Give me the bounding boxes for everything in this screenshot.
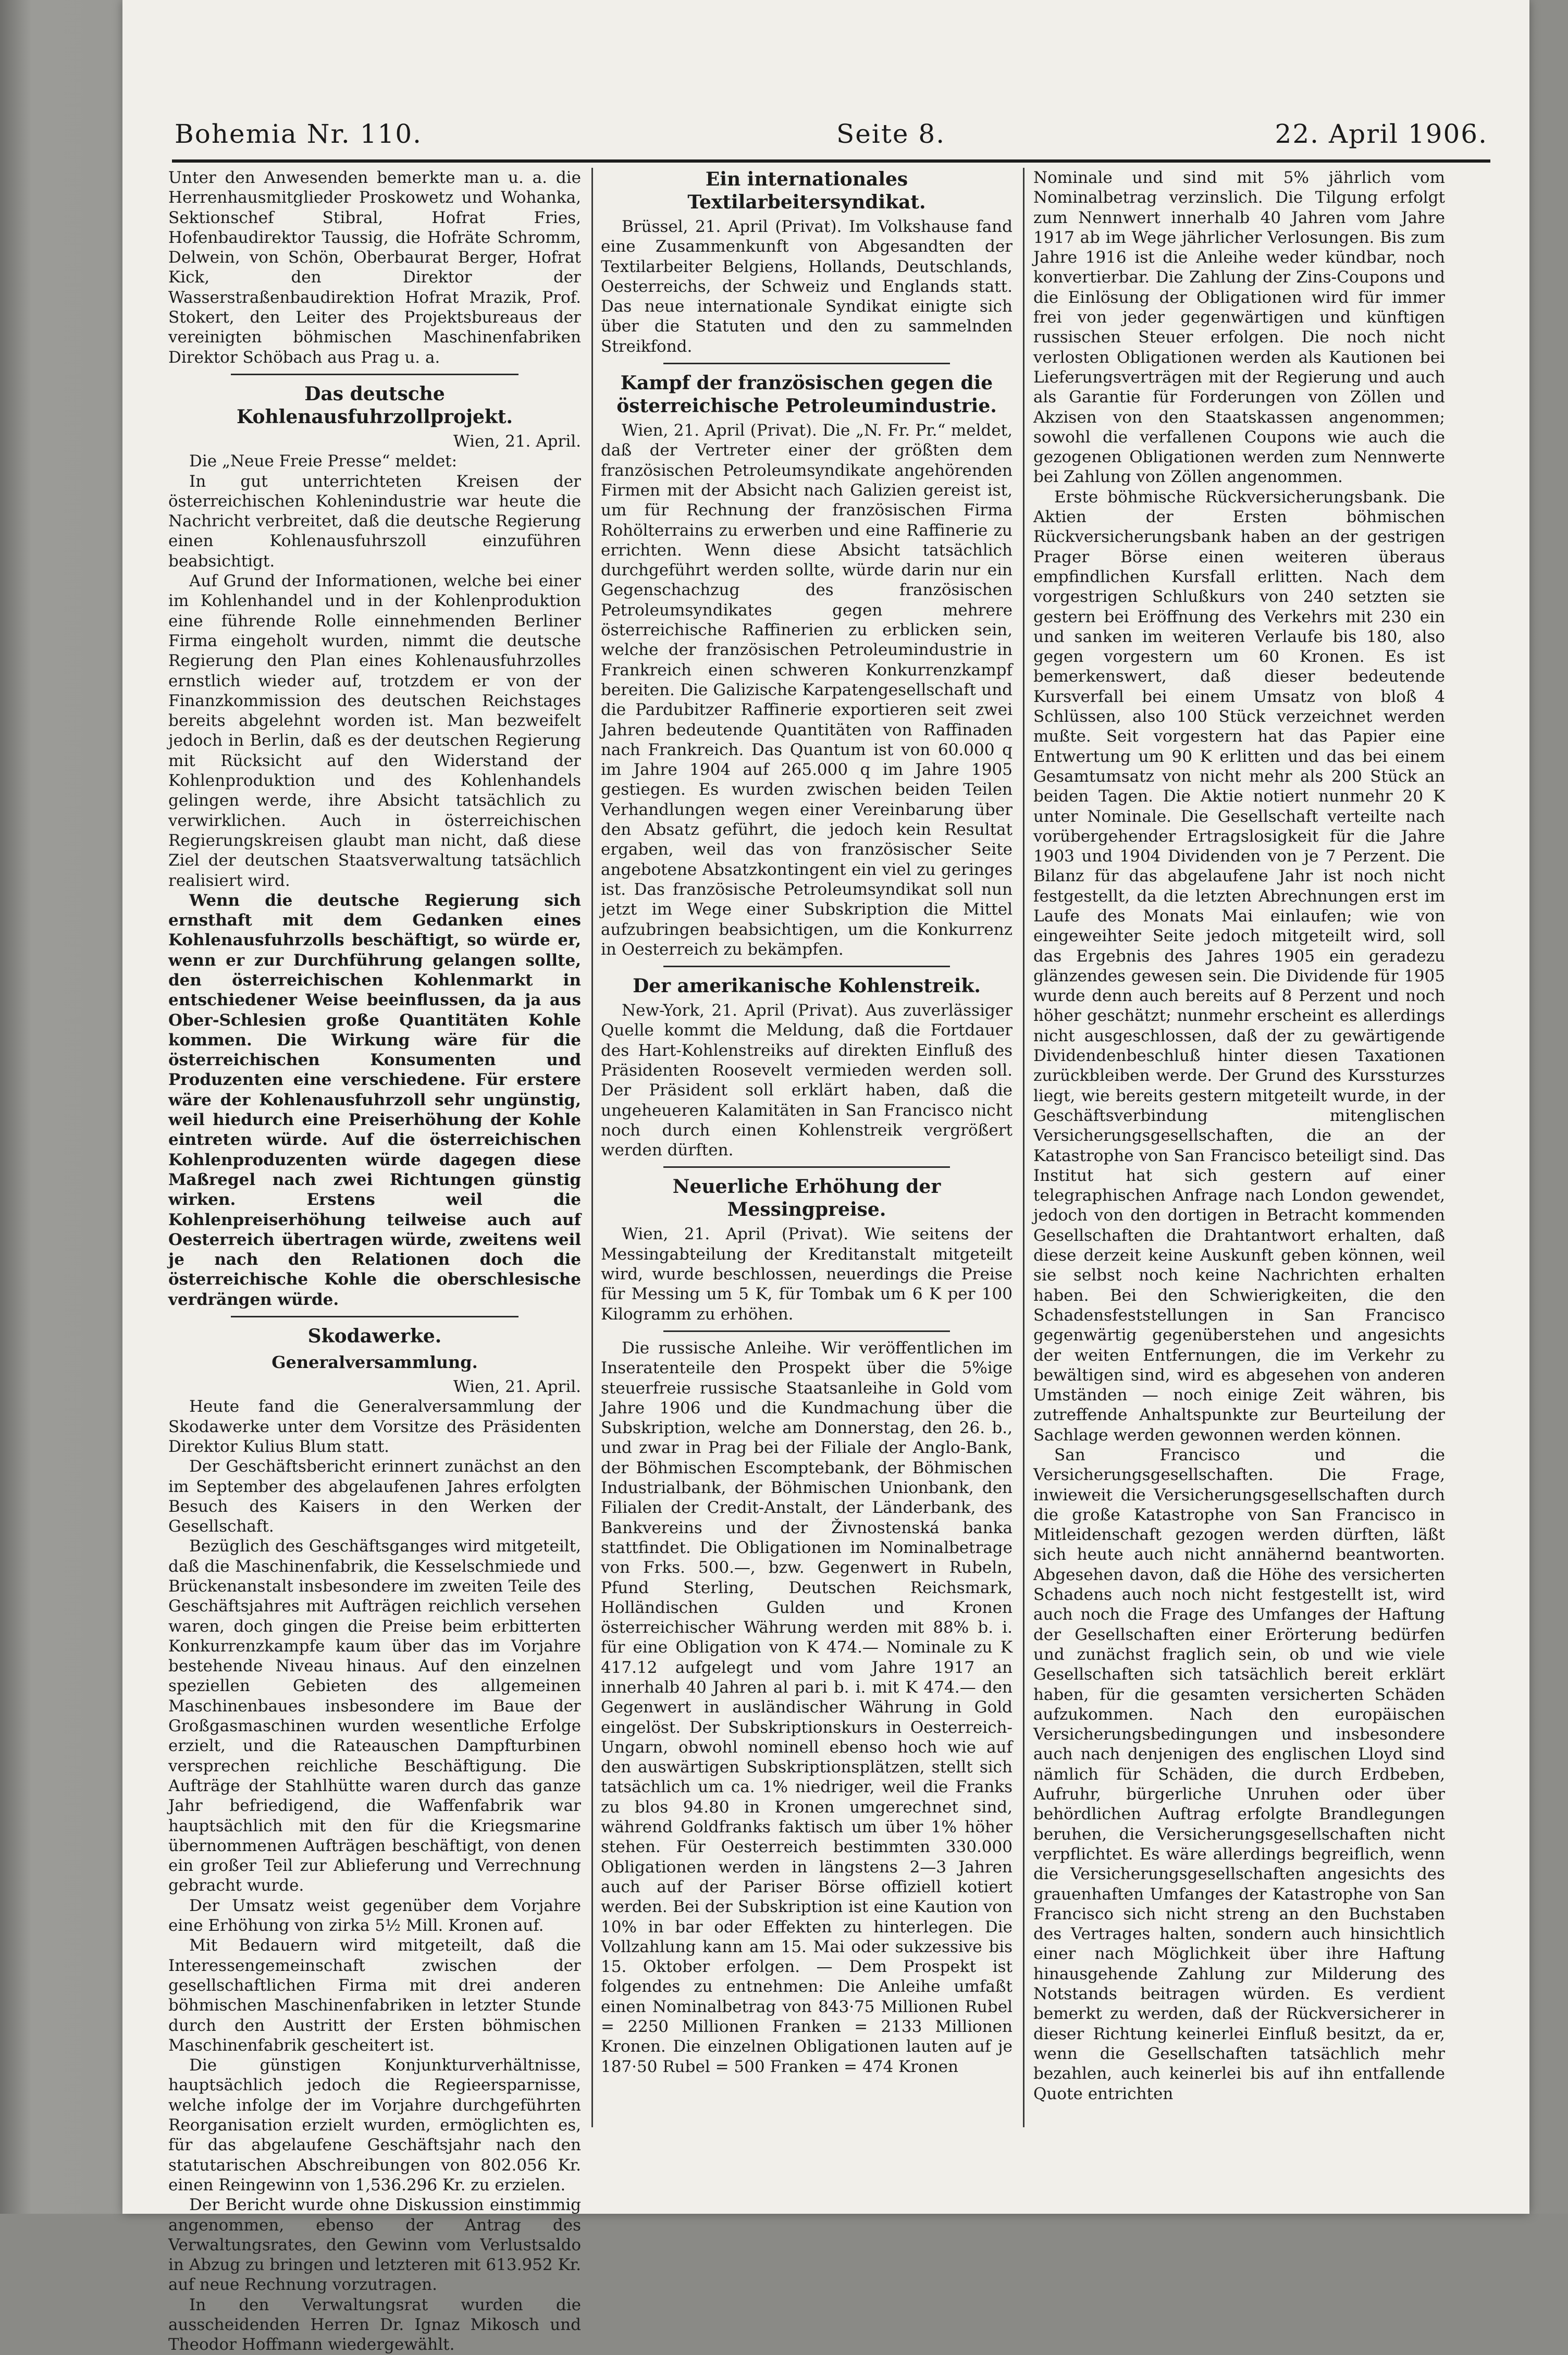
masthead bbox=[175, 119, 1488, 155]
article-paragraph: Der Umsatz weist gegenüber dem Vorjahre eine Erhöhung von zirka 5½ Mill. Kronen auf. bbox=[168, 1896, 581, 1935]
article-paragraph: Bezüglich des Geschäftsganges wird mitgeteilt, daß die Maschinenfabrik, die Kesselschmiede und Brückenanstalt insbesondere im zweiten Teile des Geschäftsjahres mit Aufträgen reichlich versehen waren, doch gingen die Preise beim erbitterten Konkurrenzkampfe kaum über das im Vorjahre bestehende Niveau hinaus. Auf den einzelnen speziellen Gebieten des allgemeinen Maschinenbaues insbesondere im Baue der Großgasmaschinen wurden wesentliche Erfolge erzielt, und die Rateauschen Dampfturbinen versprechen reichliche Beschäftigung. Die Aufträge der Stahlhütte waren durch das ganze Jahr befriedigend, die Waffenfabrik war hauptsächlich mit den für die Kriegsmarine übernommenen Aufträgen beschäftigt, von denen ein großer Teil zur Ablieferung und Verrechnung gebracht wurde. bbox=[168, 1537, 581, 1895]
article-paragraph: Mit Bedauern wird mitgeteilt, daß die Interessengemeinschaft zwischen der gesellschaftlichen Firma mit drei anderen böhmischen Maschinenfabriken in letzter Stunde durch den Austritt der Ersten böhmischen Maschinenfabrik gescheitert ist. bbox=[168, 1936, 581, 2055]
article-title: Neuerliche Erhöhung der Messingpreise. bbox=[672, 1176, 941, 1221]
article-dateline: Wien, 21. April. bbox=[453, 1377, 581, 1397]
article-paragraph: Wien, 21. April (Privat). Die „N. Fr. Pr.“ meldet, daß der Vertreter einer der größten dem französischen Petroleumsyndikate angehörenden Firmen mit der Absicht nach Galizien gereist ist, um für Rechnung der französischen Firma Rohölterrains zu erwerben und eine Raffinerie zu errichten. Wenn diese Absicht tatsächlich durchgeführt werden sollte, würde darin nur ein Gegenschachzug des französischen Petroleumsyndikates gegen mehrere österreichische Raffinerien zu erblicken sein, welche der französischen Petroleumindustrie in Frankreich einen schweren Konkurrenzkampf bereiten. Die Galizische Karpatengesellschaft und die Pardubitzer Raffinerie exportieren seit zwei Jahren bedeutende Quantitäten von Raffinaden nach Frankreich. Das Quantum ist von 60.000 q im Jahre 1904 auf 265.000 q im Jahre 1905 gestiegen. Es wurden zwischen beiden Teilen Verhandlungen wegen einer Vereinbarung über den Absatz geführt, die jedoch kein Resultat ergaben, weil das von französischer Seite angebotene Absatzkontingent ein viel zu geringes ist. Das französische Petroleumsyndikat soll nun jetzt im Wege einer Subskription die Mittel aufzubringen beabsichtigen, um die Konkurrenz in Oesterreich zu bekämpfen. bbox=[601, 421, 1013, 959]
article-separator bbox=[663, 363, 950, 364]
article-paragraph: Die günstigen Konjunkturverhältnisse, hauptsächlich jedoch die Regieersparnisse, welche infolge der im Vorjahre durchgeführten Reorganisation erzielt wurden, ermöglichten es, für das abgelaufene Geschäftsjahr nach den statutarischen Abschreibungen von 802.056 Kr. einen Reingewinn von 1,536.296 Kr. zu erzielen. bbox=[168, 2056, 581, 2194]
article-paragraph: New-York, 21. April (Privat). Aus zuverlässiger Quelle kommt die Meldung, daß die Fortdauer des Hart-Kohlenstreiks auf direkten Einfluß des Präsidenten Roosevelt vermieden werden soll. Der Präsident soll erklärt haben, daß die ungeheueren Kalamitäten in San Francisco nicht noch durch einen Kohlenstreik vergrößert werden dürften. bbox=[601, 1001, 1013, 1160]
column-1 bbox=[168, 168, 581, 2354]
newspaper-page bbox=[122, 0, 1529, 2354]
article-continuation: Unter den Anwesenden bemerkte man u. a. die Herrenhausmitglieder Proskowetz und Wohanka, Sektionschef Stibral, Hofrat Fries, Hofenbaudirektor Taussig, die Hofräte Schromm, Delwein, von Schön, Oberbaurat Berger, Hofrat Kick, den Direktor der Wasserstraßenbaudirektion Hofrat Mrazik, Prof. Stokert, den Leiter des Projektsbureaus der vereinigten böhmischen Maschinenfabriken Direktor Schöbach aus Prag u. a. bbox=[168, 168, 581, 367]
page-number: Seite 8. bbox=[836, 119, 946, 149]
article-dateline: Wien, 21. April. bbox=[453, 431, 581, 451]
paper-name: Bohemia Nr. 110. bbox=[175, 119, 423, 149]
article-paragraph: Erste böhmische Rückversicherungsbank. Die Aktien der Ersten böhmischen Rückversicherungsbank haben an der gestrigen Prager Börse einen weiteren überaus empfindlichen Kursfall erlitten. Nach dem vorgestrigen Schlußkurs von 240 setzten sie gestern bei Eröffnung des Verkehrs mit 230 ein und sanken im weiteren Verlaufe bis 180, also gegen vorgestern um 60 Kronen. Es ist bemerkenswert, daß dieser bedeutende Kursverfall bei einem Umsatz von bloß 4 Schlüssen, also 100 Stück verzeichnet werden mußte. Seit vorgestern hat das Papier eine Entwertung um 90 K erlitten und das bei einem Gesamtumsatz von nicht mehr als 200 Stück an beiden Tagen. Die Aktie notiert nunmehr 20 K unter Nominale. Die Gesellschaft verteilte nach vorübergehender Ertragslosigkeit für die Jahre 1903 und 1904 Dividenden von je 7 Perzent. Die Bilanz für das abgelaufene Jahr ist noch nicht festgestellt, da die letzten Abrechnungen erst im Laufe des Monats Mai einlaufen; wie von eingeweihter Seite jedoch mitgeteilt wird, soll das Ergebnis des Jahres 1905 ein geradezu glänzendes gewesen sein. Die Dividende für 1905 wurde denn auch bereits auf 8 Perzent und noch höher geschätzt; nunmehr erscheint es allerdings nicht ausgeschlossen, daß der zu gewärtigende Dividendenbeschluß hinter diesen Taxationen zurückbleiben werde. Der Grund des Kurssturzes liegt, wie bereits gestern mitgeteilt wurde, in der Geschäftsverbindung mitenglischen Versicherungsgesellschaften, die an der Katastrophe von San Francisco beteiligt sind. Das Institut hat sich gestern auf einer telegraphischen Anfrage nach London gewendet, jedoch von den dortigen in Betracht kommenden Gesellschaften die Drahtantwort erhalten, daß diese derzeit keine Auskunft geben können, weil sie selbst noch keine Nachrichten erhalten haben. Bei den Schwierigkeiten, die den Schadensfeststellungen in San Francisco gegenwärtig gegenüberstehen und angesichts der weiten Entfernungen, die im Verkehr zu bewältigen sind, wird es abgesehen von anderen Umständen — noch einige Zeit währen, bis zutreffende Anhaltspunkte zur Beurteilung der Sachlage werden gewonnen werden können. bbox=[1033, 487, 1445, 1445]
article-paragraph: Brüssel, 21. April (Privat). Im Volkshause fand eine Zusammenkunft von Abgesandten der Textilarbeiter Belgiens, Hollands, Deutschlands, Oesterreichs, der Schweiz und Englands statt. Das neue internationale Syndikat einigte sich über die Statuten und den zu sammelnden Streikfond. bbox=[601, 217, 1013, 356]
column-divider bbox=[1023, 168, 1024, 2127]
article-paragraph: Der Bericht wurde ohne Diskussion einstimmig angenommen, ebenso der Antrag des Verwaltungsrates, den Gewinn vom Verlustsaldo in Abzug zu bringen und letzteren mit 613.952 Kr. auf neue Rechnung vorzutragen. bbox=[168, 2196, 581, 2295]
column-divider bbox=[591, 168, 593, 2127]
article-separator bbox=[231, 374, 518, 375]
article-separator bbox=[663, 1330, 950, 1332]
article-paragraph: Wien, 21. April (Privat). Wie seitens der Messingabteilung der Kreditanstalt mitgeteilt wird, wurde beschlossen, neuerdings die Preise für Messing um 5 K, für Tombak um 6 K per 100 Kilogramm zu erhöhen. bbox=[601, 1225, 1013, 1324]
column-2 bbox=[601, 168, 1013, 2148]
article-paragraph: Heute fand die Generalversammlung der Skodawerke unter dem Vorsitze des Präsidenten Direktor Kulius Blum statt. bbox=[168, 1397, 581, 1456]
article-title: Kampf der französischen gegen die österreichische Petroleumindustrie. bbox=[616, 372, 997, 417]
article-paragraph: Auf Grund der Informationen, welche bei einer im Kohlenhandel und in der Kohlenproduktion eine führende Rolle einnehmenden Berliner Firma eingeholt wurden, nimmt die deutsche Regierung den Plan eines Kohlenausfuhrzolles ernstlich wieder auf, trotzdem er von der Finanzkommission des deutschen Reichstages bereits abgelehnt worden ist. Man bezweifelt jedoch in Berlin, daß es der deutschen Regierung mit Rücksicht auf den Widerstand der Kohlenproduktion und des Kohlenhandels gelingen werde, ihre Absicht tatsächlich zu verwirklichen. Auch in österreichischen Regierungskreisen glaubt man nicht, daß diese Ziel der deutschen Staatsverwaltung tatsächlich realisiert wird. bbox=[168, 572, 581, 890]
article-paragraph: Die russische Anleihe. Wir veröffentlichen im Inseratenteile den Prospekt über die 5%ige steuerfreie russische Staatsanleihe in Gold vom Jahre 1906 und die Kundmachung über die Subskription, welche am Donnerstag, den 26. b., und zwar in Prag bei der Filiale der Anglo-Bank, der Böhmischen Escomptebank, der Böhmischen Industrialbank, der Böhmischen Unionbank, den Filialen der Credit-Anstalt, der Länderbank, des Bankvereins und der Živnostenská banka stattfindet. Die Obligationen im Nominalbetrage von Frks. 500.—, bzw. Gegenwert in Rubeln, Pfund Sterling, Deutschen Reichsmark, Holländischen Gulden und Kronen österreichischer Währung werden mit 88% b. i. für eine Obligation von K 474.— Nominale zu K 417.12 aufgelegt und vom Jahre 1917 an innerhalb 40 Jahren al pari b. i. mit K 474.— den Gegenwert in ausländischer Währung in Gold eingelöst. Der Subskriptionskurs in Oesterreich-Ungarn, obwohl nominell ebenso hoch wie auf den auswärtigen Subskriptionsplätzen, stellt sich tatsächlich um ca. 1% niedriger, weil die Franks zu blos 94.80 in Kronen umgerechnet sind, während Goldfranks faktisch um über 1% höher stehen. Für Oesterreich bestimmten 330.000 Obligationen werden in längstens 2—3 Jahren auch auf der Pariser Börse offiziell kotiert werden. Bei der Subskription ist eine Kaution von 10% in bar oder Effekten zu hinterlegen. Die Vollzahlung kann am 15. Mai oder sukzessive bis 15. Oktober erfolgen. — Dem Prospekt ist folgendes zu entnehmen: Die Anleihe umfaßt einen Nominalbetrag von 843·75 Millionen Rubel = 2250 Millionen Franken = 2133 Millionen Kronen. Die einzelnen Obligationen lauten auf je 187·50 Rubel = 500 Franken = 474 Kronen bbox=[601, 1338, 1013, 2076]
column-3 bbox=[1033, 168, 1445, 2148]
article-title: Der amerikanische Kohlenstreik. bbox=[633, 975, 981, 997]
article-paragraph: Wenn die deutsche Regierung sich ernsthaft mit dem Gedanken eines Kohlenausfuhrzolls beschäftigt, so würde er, wenn er zur Durchführung gelangen sollte, den österreichischen Kohlenmarkt in entschiedener Weise beeinflussen, da ja aus Ober-Schlesien große Quantitäten Kohle kommen. Die Wirkung wäre für die österreichischen Konsumenten und Produzenten eine verschiedene. Für erstere wäre der Kohlenausfuhrzoll sehr ungünstig, weil hiedurch eine Preiserhöhung der Kohle eintreten würde. Auf die österreichischen Kohlenproduzenten würde dagegen diese Maßregel nach zwei Richtungen günstig wirken. Erstens weil die Kohlenpreiserhöhung teilweise auch auf Oesterreich übertragen würde, zweitens weil je nach den Relationen doch die österreichische Kohle die oberschlesische verdrängen würde. bbox=[168, 891, 581, 1309]
article-title: Ein internationales Textilarbeitersyndikat. bbox=[687, 168, 926, 213]
article-paragraph: San Francisco und die Versicherungsgesellschaften. Die Frage, inwieweit die Versicherungsgesellschaften durch die große Katastrophe von San Francisco in Mitleidenschaft gezogen werden dürften, läßt sich heute auch nicht annähernd beantworten. Abgesehen davon, daß die Höhe des versicherten Schadens auch noch nicht festgestellt ist, wird auch noch die Frage des Umfanges der Haftung der Gesellschaften einer Erörterung bedürfen und zunächst fraglich sein, ob und wie viele Gesellschaften sich tatsächlich bereit erklärt haben, für die gesamten versicherten Schäden aufzukommen. Nach den europäischen Versicherungsbedingungen und insbesondere auch nach denjenigen des englischen Lloyd sind nämlich für Schäden, die durch Erdbeben, Aufruhr, bürgerliche Unruhen oder über behördlichen Auftrag erfolgte Brandlegungen beruhen, die Versicherungsgesellschaften nicht verpflichtet. Es wäre allerdings begreiflich, wenn die Versicherungsgesellschaften angesichts des grauenhaften Umfanges der Katastrophe von San Francisco sich nicht streng an den Buchstaben des Vertrages halten, sondern auch hinsichtlich einer nach Möglichkeit über ihre Haftung hinausgehende Zahlung zur Milderung des Notstands beitragen würden. Es verdient bemerkt zu werden, daß der Rückversicherer in dieser Richtung keinerlei Einfluß besitzt, da er, wenn die Gesellschaften tatsächlich mehr bezahlen, auch keinerlei bis auf ihn entfallende Quote entrichten bbox=[1033, 1446, 1445, 2103]
article-separator bbox=[231, 1316, 518, 1317]
article-title: Das deutsche Kohlenausfuhrzollprojekt. bbox=[237, 383, 513, 428]
article-paragraph: In den Verwaltungsrat wurden die ausscheidenden Herren Dr. Ignaz Mikosch und Theodor Hoffmann wiedergewählt. bbox=[168, 2295, 581, 2354]
article-continuation: Nominale und sind mit 5% jährlich vom Nominalbetrag verzinslich. Die Tilgung erfolgt zum Nennwert innerhalb 40 Jahren vom Jahre 1917 ab im Wege jährlicher Verlosungen. Bis zum Jahre 1916 ist die Anleihe weder kündbar, noch konvertierbar. Die Zahlung der Zins-Coupons und die Einlösung der Obligationen wird für immer frei von jeder gegenwärtigen und künftigen russischen Steuer erfolgen. Die noch nicht verlosten Obligationen werden als Kautionen bei Lieferungsverträgen mit der Regierung und auch als Garantie für Forderungen von Zöllen und Akzisen von den Staatskassen angenommen; sowohl die verfallenen Coupons wie auch die gezogenen Obligationen werden zum Nennwerte bei Zahlung von Zöllen angenommen. bbox=[1033, 168, 1445, 487]
article-subtitle: Generalversammlung. bbox=[271, 1352, 478, 1373]
masthead-rule bbox=[172, 159, 1490, 163]
article-separator bbox=[663, 1166, 950, 1168]
article-title: Skodawerke. bbox=[307, 1325, 442, 1348]
article-paragraph: In gut unterrichteten Kreisen der österreichischen Kohlenindustrie war heute die Nachricht verbreitet, daß die deutsche Regierung einen Kohlenausfuhrszoll einzuführen beabsichtigt. bbox=[168, 472, 581, 571]
article-paragraph: Der Geschäftsbericht erinnert zunächst an den im September des abgelaufenen Jahres erfolgten Besuch des Kaisers in den Werken der Gesellschaft. bbox=[168, 1457, 581, 1536]
issue-date: 22. April 1906. bbox=[1275, 119, 1488, 149]
article-separator bbox=[663, 966, 950, 967]
article-paragraph: Die „Neue Freie Presse“ meldet: bbox=[189, 452, 458, 471]
